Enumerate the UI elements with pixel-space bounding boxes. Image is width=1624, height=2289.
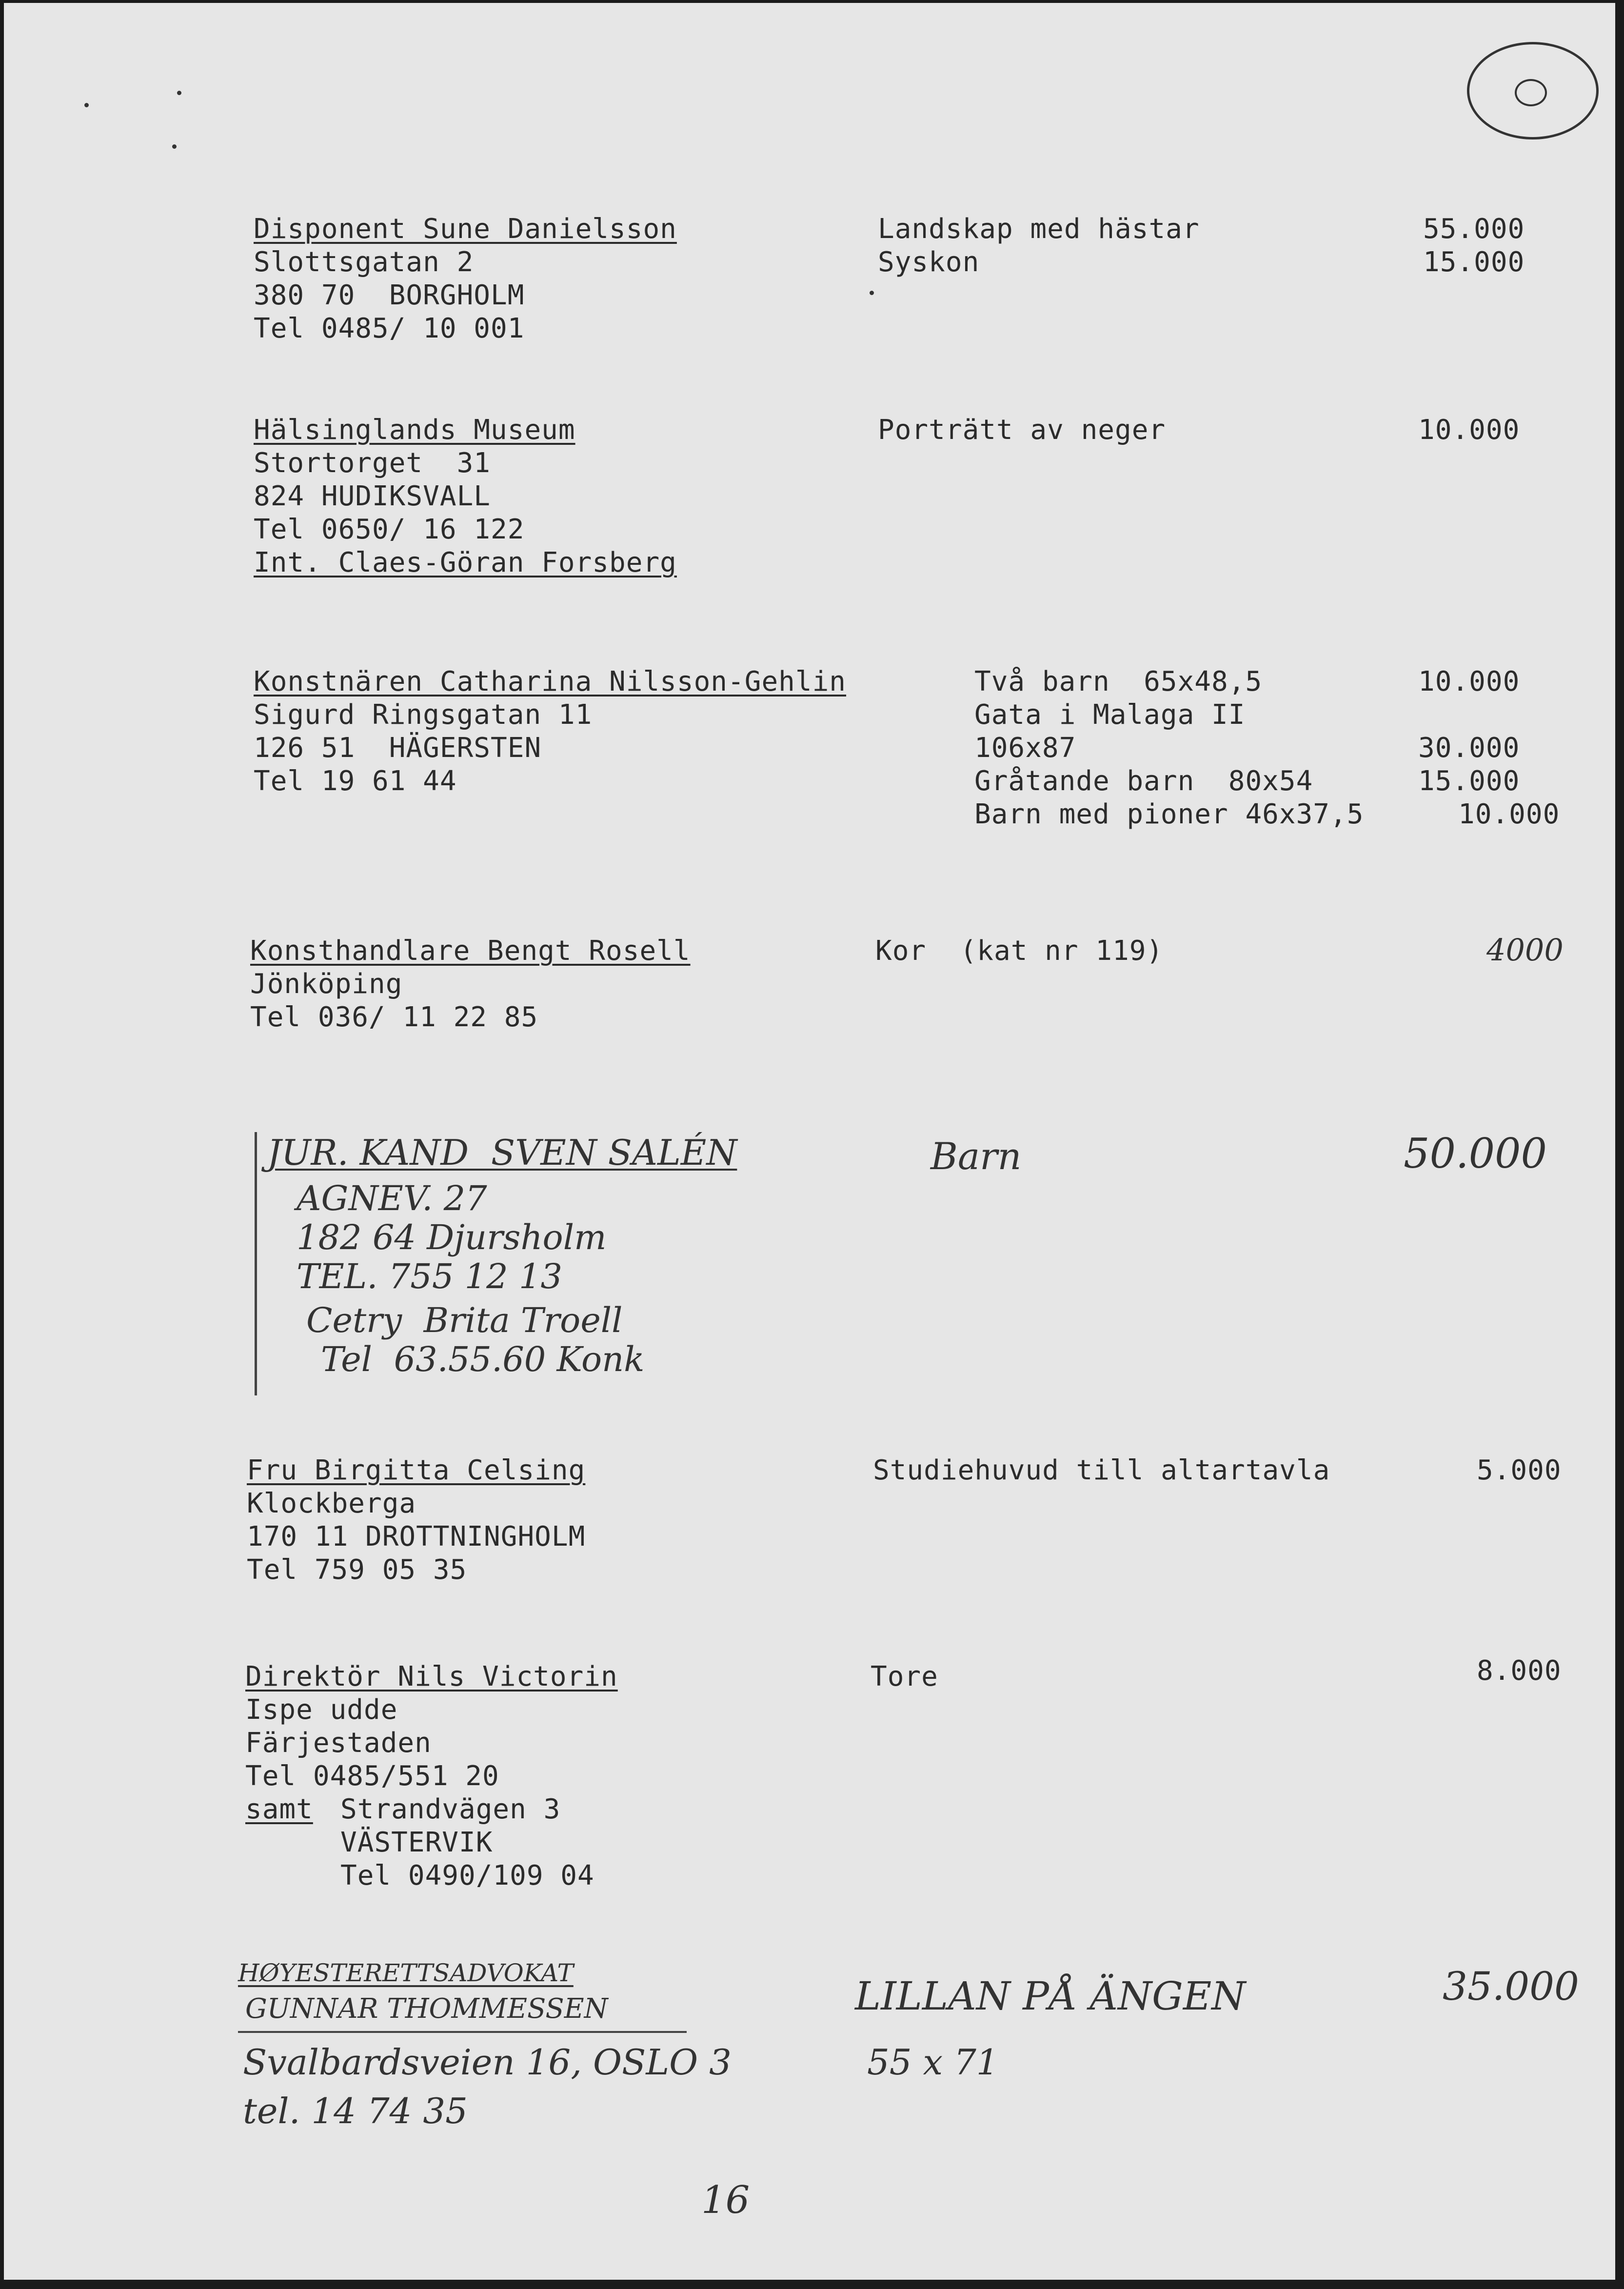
entry-4-work-1: Kor (kat nr 119) xyxy=(875,935,1164,967)
page-number: 16 xyxy=(701,2178,750,2222)
entry-7-work-1: Tore xyxy=(871,1661,938,1692)
entry-5-address-4: Cetry Brita Troell xyxy=(306,1300,623,1340)
entry-7-address-6: VÄSTERVIK xyxy=(340,1827,493,1858)
entry-7-value-1: 8.000 xyxy=(1477,1655,1562,1687)
entry-2-value-1: 10.000 xyxy=(1418,414,1520,446)
entry-5-address-2: 182 64 Djursholm xyxy=(297,1217,607,1257)
entry-1-address-1: Slottsgatan 2 xyxy=(254,246,474,278)
entry-4-address-2: Tel 036/ 11 22 85 xyxy=(250,1001,538,1033)
entry-3-address-1: Sigurd Ringsgatan 11 xyxy=(254,699,593,731)
entry-2-address-4: Int. Claes-Göran Forsberg xyxy=(254,547,677,578)
entry-3-address-3: Tel 19 61 44 xyxy=(254,765,457,797)
entry-4-value-handwritten: 4000 xyxy=(1486,932,1564,968)
entry-6-address-3: Tel 759 05 35 xyxy=(247,1554,467,1586)
entry-1-name: Disponent Sune Danielsson xyxy=(254,213,677,245)
speck-2 xyxy=(177,91,181,95)
entry-2-address-1: Stortorget 31 xyxy=(254,447,491,479)
entry-1-work-1: Landskap med hästar xyxy=(878,213,1200,245)
entry-5-work-1: Barn xyxy=(931,1135,1022,1178)
entry-5-address-1: AGNEV. 27 xyxy=(297,1178,487,1218)
entry-2-work-1: Porträtt av neger xyxy=(878,414,1166,446)
entry-1-address-3: Tel 0485/ 10 001 xyxy=(254,313,525,344)
entry-3-name: Konstnären Catharina Nilsson-Gehlin xyxy=(254,666,847,697)
entry-3-work-2: Gata i Malaga II xyxy=(974,699,1246,731)
entry-3-value-1: 10.000 xyxy=(1418,666,1520,697)
entry-6-address-1: Klockberga xyxy=(247,1488,416,1519)
entry-4-address-1: Jönköping xyxy=(250,968,403,1000)
entry-3-work-5: Barn med pioner 46x37,5 xyxy=(974,798,1364,830)
entry-3-work-4: Gråtande barn 80x54 xyxy=(974,765,1313,797)
entry-3-value-3: 30.000 xyxy=(1418,732,1520,764)
entry-4-name: Konsthandlare Bengt Rosell xyxy=(250,935,691,967)
entry-5-value-1: 50.000 xyxy=(1404,1130,1547,1177)
speck-3 xyxy=(172,144,177,149)
entry-3-work-1: Två barn 65x48,5 xyxy=(974,666,1263,697)
entry-8-address-1: GUNNAR THOMMESSEN xyxy=(245,1993,608,2025)
entry-6-work-1: Studiehuvud till altartavla xyxy=(873,1454,1330,1486)
entry-7-address-3: Tel 0485/551 20 xyxy=(245,1760,499,1792)
entry-7-address-1: Ispe udde xyxy=(245,1694,398,1726)
speck-4 xyxy=(870,291,874,295)
entry-1-address-2: 380 70 BORGHOLM xyxy=(254,279,525,311)
entry-7-address-7: Tel 0490/109 04 xyxy=(340,1860,594,1891)
entry-5-name: JUR. KAND SVEN SALÉN xyxy=(267,1132,737,1173)
entry-3-value-5: 10.000 xyxy=(1458,798,1560,830)
handwritten-bracket xyxy=(255,1132,257,1395)
entry-3-address-2: 126 51 HÄGERSTEN xyxy=(254,732,542,764)
entry-2-address-3: Tel 0650/ 16 122 xyxy=(254,514,525,545)
entry-6-name: Fru Birgitta Celsing xyxy=(247,1454,586,1486)
speck-1 xyxy=(84,103,89,107)
entry-1-value-1: 55.000 xyxy=(1423,213,1525,245)
entry-7-name: Direktör Nils Victorin xyxy=(245,1661,618,1692)
entry-8-value-1: 35.000 xyxy=(1443,1964,1579,2009)
entry-8-address-2: Svalbardsveien 16, OSLO 3 xyxy=(243,2042,732,2083)
document-page xyxy=(4,3,1615,2280)
entry-8-name: HØYESTERETTSADVOKAT xyxy=(238,1959,574,1987)
entry-5-address-3: TEL. 755 12 13 xyxy=(297,1256,563,1296)
entry-3-value-4: 15.000 xyxy=(1418,765,1520,797)
entry-2-name: Hälsinglands Museum xyxy=(254,414,575,446)
entry-8-work-2: 55 x 71 xyxy=(867,2042,999,2083)
entry-6-address-2: 170 11 DROTTNINGHOLM xyxy=(247,1521,586,1553)
entry-8-address-3: tel. 14 74 35 xyxy=(243,2090,468,2131)
entry-7-samt: samt xyxy=(245,1793,313,1825)
entry-2-address-2: 824 HUDIKSVALL xyxy=(254,480,491,512)
entry-1-work-2: Syskon xyxy=(878,246,980,278)
entry-3-work-3: 106x87 xyxy=(974,732,1076,764)
entry-7-address-2: Färjestaden xyxy=(245,1727,432,1759)
entry-7-address-5: Strandvägen 3 xyxy=(340,1793,561,1825)
corner-mark-zero xyxy=(1515,79,1547,106)
entry-8-rule xyxy=(238,2031,687,2033)
entry-8-work-1: LILLAN PÅ ÄNGEN xyxy=(855,1973,1246,2019)
entry-6-value-1: 5.000 xyxy=(1477,1454,1562,1486)
entry-1-value-2: 15.000 xyxy=(1423,246,1525,278)
entry-5-address-5: Tel 63.55.60 Konk xyxy=(321,1339,645,1379)
